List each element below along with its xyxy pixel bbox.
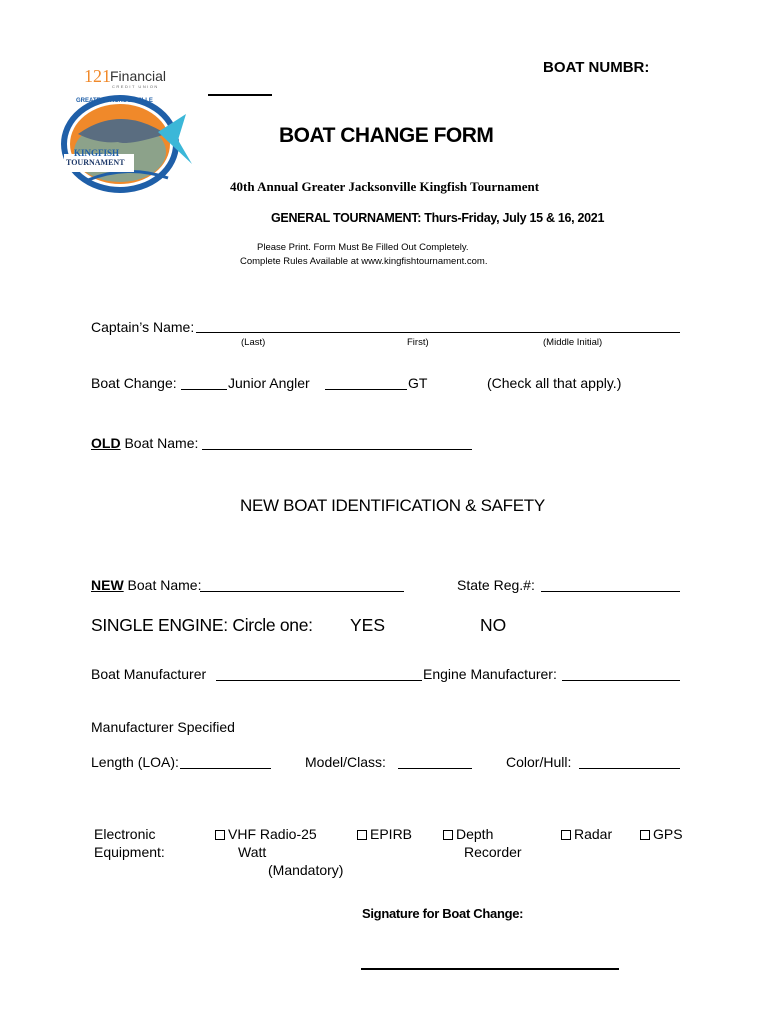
new-boat-name-label: Boat Name:: [123, 577, 202, 593]
gps-option[interactable]: [640, 826, 683, 842]
section-title: NEW BOAT IDENTIFICATION & SAFETY: [240, 496, 545, 515]
depth-label: Depth: [456, 826, 494, 842]
logo-line1: KINGFISH: [74, 148, 120, 158]
general-tournament: GENERAL TOURNAMENT: Thurs-Friday, July 15 & 16, 2021: [271, 211, 605, 225]
engine-manufacturer-label: Engine Manufacturer:: [423, 666, 557, 682]
signature-field[interactable]: [361, 968, 619, 970]
boat-manufacturer-field[interactable]: [216, 680, 422, 681]
state-reg-field[interactable]: [541, 591, 680, 592]
epirb-label: EPIRB: [370, 826, 413, 842]
vhf-mandatory: (Mandatory): [268, 862, 344, 878]
sponsor-logo: [84, 66, 170, 92]
model-field[interactable]: [398, 768, 472, 769]
captain-middle-caption: (Middle Initial): [543, 337, 603, 348]
single-engine-label: SINGLE ENGINE: Circle one:: [91, 615, 313, 635]
sponsor-name: Financial: [110, 68, 167, 84]
captain-last-caption: (Last): [241, 337, 266, 348]
page-title: BOAT CHANGE FORM: [279, 124, 494, 147]
instructions-line1: Please Print. Form Must Be Filled Out Completely.: [257, 242, 469, 253]
new-prefix: NEW: [91, 577, 124, 593]
depth-label-2: Recorder: [464, 844, 522, 860]
boat-number-label: BOAT NUMBR:: [543, 59, 650, 76]
instructions-line2: Complete Rules Available at www.kingfishtournament.com.: [240, 256, 488, 267]
epirb-option[interactable]: [357, 826, 412, 842]
sponsor-number: 121: [84, 66, 111, 86]
radar-label: Radar: [574, 826, 613, 842]
state-reg-label: State Reg.#:: [457, 577, 535, 593]
captain-label: Captain’s Name:: [91, 319, 195, 335]
captain-first-caption: First): [407, 337, 429, 348]
boat-manufacturer-label: Boat Manufacturer: [91, 666, 207, 682]
new-boat-label: [91, 577, 202, 593]
single-engine-yes[interactable]: YES: [350, 615, 386, 635]
new-boat-name-field[interactable]: [200, 591, 404, 592]
logo-line2: TOURNAMENT: [66, 158, 125, 167]
signature-label: Signature for Boat Change:: [362, 906, 524, 921]
gt-blank[interactable]: [325, 389, 407, 390]
radar-checkbox[interactable]: [561, 830, 571, 840]
junior-angler-blank[interactable]: [181, 389, 227, 390]
kingfish-logo-icon: [58, 94, 196, 194]
old-boat-name-label: Boat Name:: [120, 435, 199, 451]
vhf-label: VHF Radio-25: [228, 826, 317, 842]
vhf-option[interactable]: [215, 826, 317, 842]
check-all-note: (Check all that apply.): [487, 375, 622, 391]
sponsor-tagline: CREDIT UNION: [112, 84, 159, 89]
length-field[interactable]: [180, 768, 271, 769]
electronics-label-2: Equipment:: [94, 844, 165, 860]
length-label: Length (LOA):: [91, 754, 179, 770]
single-engine-no[interactable]: NO: [480, 615, 507, 635]
vhf-checkbox[interactable]: [215, 830, 225, 840]
old-boat-label: [91, 435, 198, 451]
gt-option: GT: [408, 375, 428, 391]
color-label: Color/Hull:: [506, 754, 572, 770]
boat-number-field[interactable]: [208, 94, 272, 96]
electronics-label-1: Electronic: [94, 826, 156, 842]
engine-manufacturer-field[interactable]: [562, 680, 680, 681]
gps-label: GPS: [653, 826, 683, 842]
junior-angler-option: Junior Angler: [228, 375, 310, 391]
manufacturer-specified: Manufacturer Specified: [91, 719, 235, 735]
logo-arc-text: GREATER JACKSONVILLE: [76, 98, 153, 104]
boat-change-label: Boat Change:: [91, 375, 177, 391]
color-field[interactable]: [579, 768, 680, 769]
depth-option[interactable]: [443, 826, 493, 842]
model-label: Model/Class:: [305, 754, 386, 770]
old-prefix: OLD: [91, 435, 121, 451]
subtitle: 40th Annual Greater Jacksonville Kingfish Tournament: [230, 179, 540, 194]
tournament-logo: [58, 94, 196, 194]
depth-checkbox[interactable]: [443, 830, 453, 840]
old-boat-name-field[interactable]: [202, 449, 472, 450]
radar-option[interactable]: [561, 826, 612, 842]
gps-checkbox[interactable]: [640, 830, 650, 840]
captain-name-field[interactable]: [196, 332, 680, 333]
vhf-label-2: Watt: [238, 844, 267, 860]
epirb-checkbox[interactable]: [357, 830, 367, 840]
